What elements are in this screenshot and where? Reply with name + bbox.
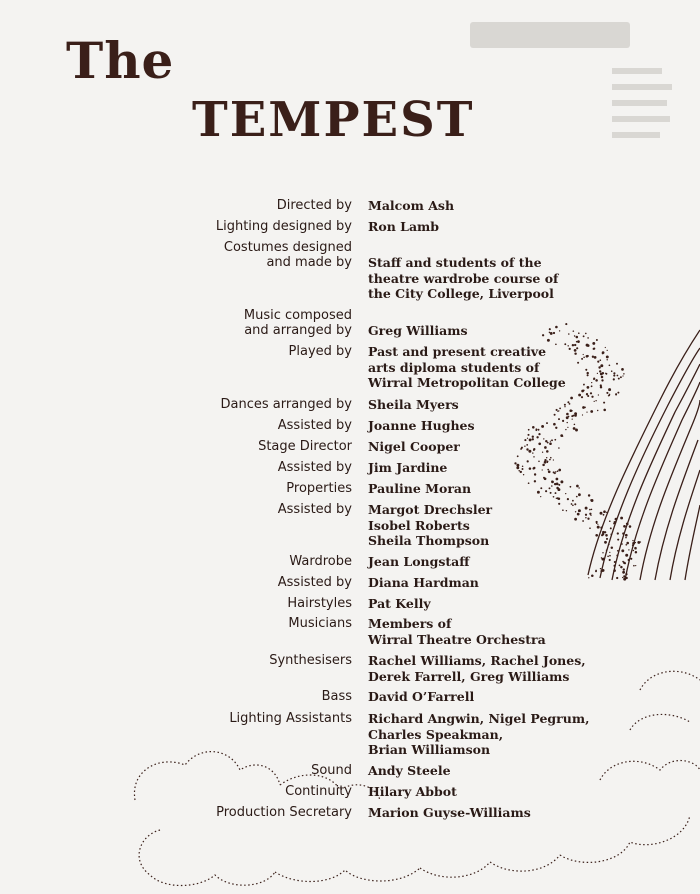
- credit-role: Synthesisers: [269, 653, 352, 668]
- credit-name: Richard Angwin, Nigel Pegrum, Charles Speakman, Brian Williamson: [368, 711, 590, 757]
- credit-name: Pat Kelly: [368, 596, 431, 611]
- credit-name: Nigel Cooper: [368, 439, 460, 454]
- credit-name: Hilary Abbot: [368, 784, 457, 799]
- credit-role: Properties: [286, 481, 352, 496]
- credit-role: Bass: [321, 689, 352, 704]
- credit-name: Jim Jardine: [368, 460, 448, 475]
- credit-role: Directed by: [276, 198, 352, 213]
- credit-role: Lighting designed by: [215, 219, 352, 234]
- credit-name: Past and present creative arts diploma students of Wirral Metropolitan College: [368, 344, 566, 390]
- credit-name: Andy Steele: [368, 763, 451, 778]
- credit-role: Stage Director: [258, 439, 352, 454]
- credit-name: David O’Farrell: [368, 689, 475, 704]
- credit-name: Ron Lamb: [368, 219, 440, 234]
- credit-name: Staff and students of the theatre wardrobe course of the City College, Liverpool: [368, 255, 559, 301]
- credit-name: Rachel Williams, Rachel Jones, Derek Farrell, Greg Williams: [368, 653, 586, 684]
- credit-role: Hairstyles: [287, 596, 352, 611]
- credit-name: Diana Hardman: [368, 575, 479, 590]
- credit-name: Jean Longstaff: [368, 554, 470, 569]
- credit-name: Joanne Hughes: [368, 418, 475, 433]
- credit-name: Members of Wirral Theatre Orchestra: [368, 616, 546, 647]
- credit-role: Costumes designed and made by: [223, 240, 352, 270]
- credit-role: Wardrobe: [289, 554, 352, 569]
- credit-role: Production Secretary: [216, 805, 352, 820]
- credit-role: Continuity: [285, 784, 352, 799]
- credit-role: Lighting Assistants: [229, 711, 352, 726]
- credit-role: Assisted by: [277, 502, 352, 517]
- credit-role: Played by: [288, 344, 352, 359]
- credit-role: Dances arranged by: [220, 397, 352, 412]
- credit-role: Sound: [311, 763, 352, 778]
- credit-role: Assisted by: [277, 460, 352, 475]
- credit-role: Assisted by: [277, 418, 352, 433]
- credit-name: Greg Williams: [368, 323, 468, 338]
- credit-name: Pauline Moran: [368, 481, 472, 496]
- credit-name: Sheila Myers: [368, 397, 459, 412]
- credit-name: Marion Guyse-Williams: [368, 805, 531, 820]
- credit-role: Music composed and arranged by: [243, 308, 352, 338]
- credit-role: Assisted by: [277, 575, 352, 590]
- title-the: The: [66, 31, 175, 90]
- credit-role: Musicians: [288, 616, 352, 631]
- title-tempest: TEMPEST: [192, 92, 475, 148]
- credit-name: Margot Drechsler Isobel Roberts Sheila Thompson: [368, 502, 493, 548]
- credit-name: Malcom Ash: [368, 198, 455, 213]
